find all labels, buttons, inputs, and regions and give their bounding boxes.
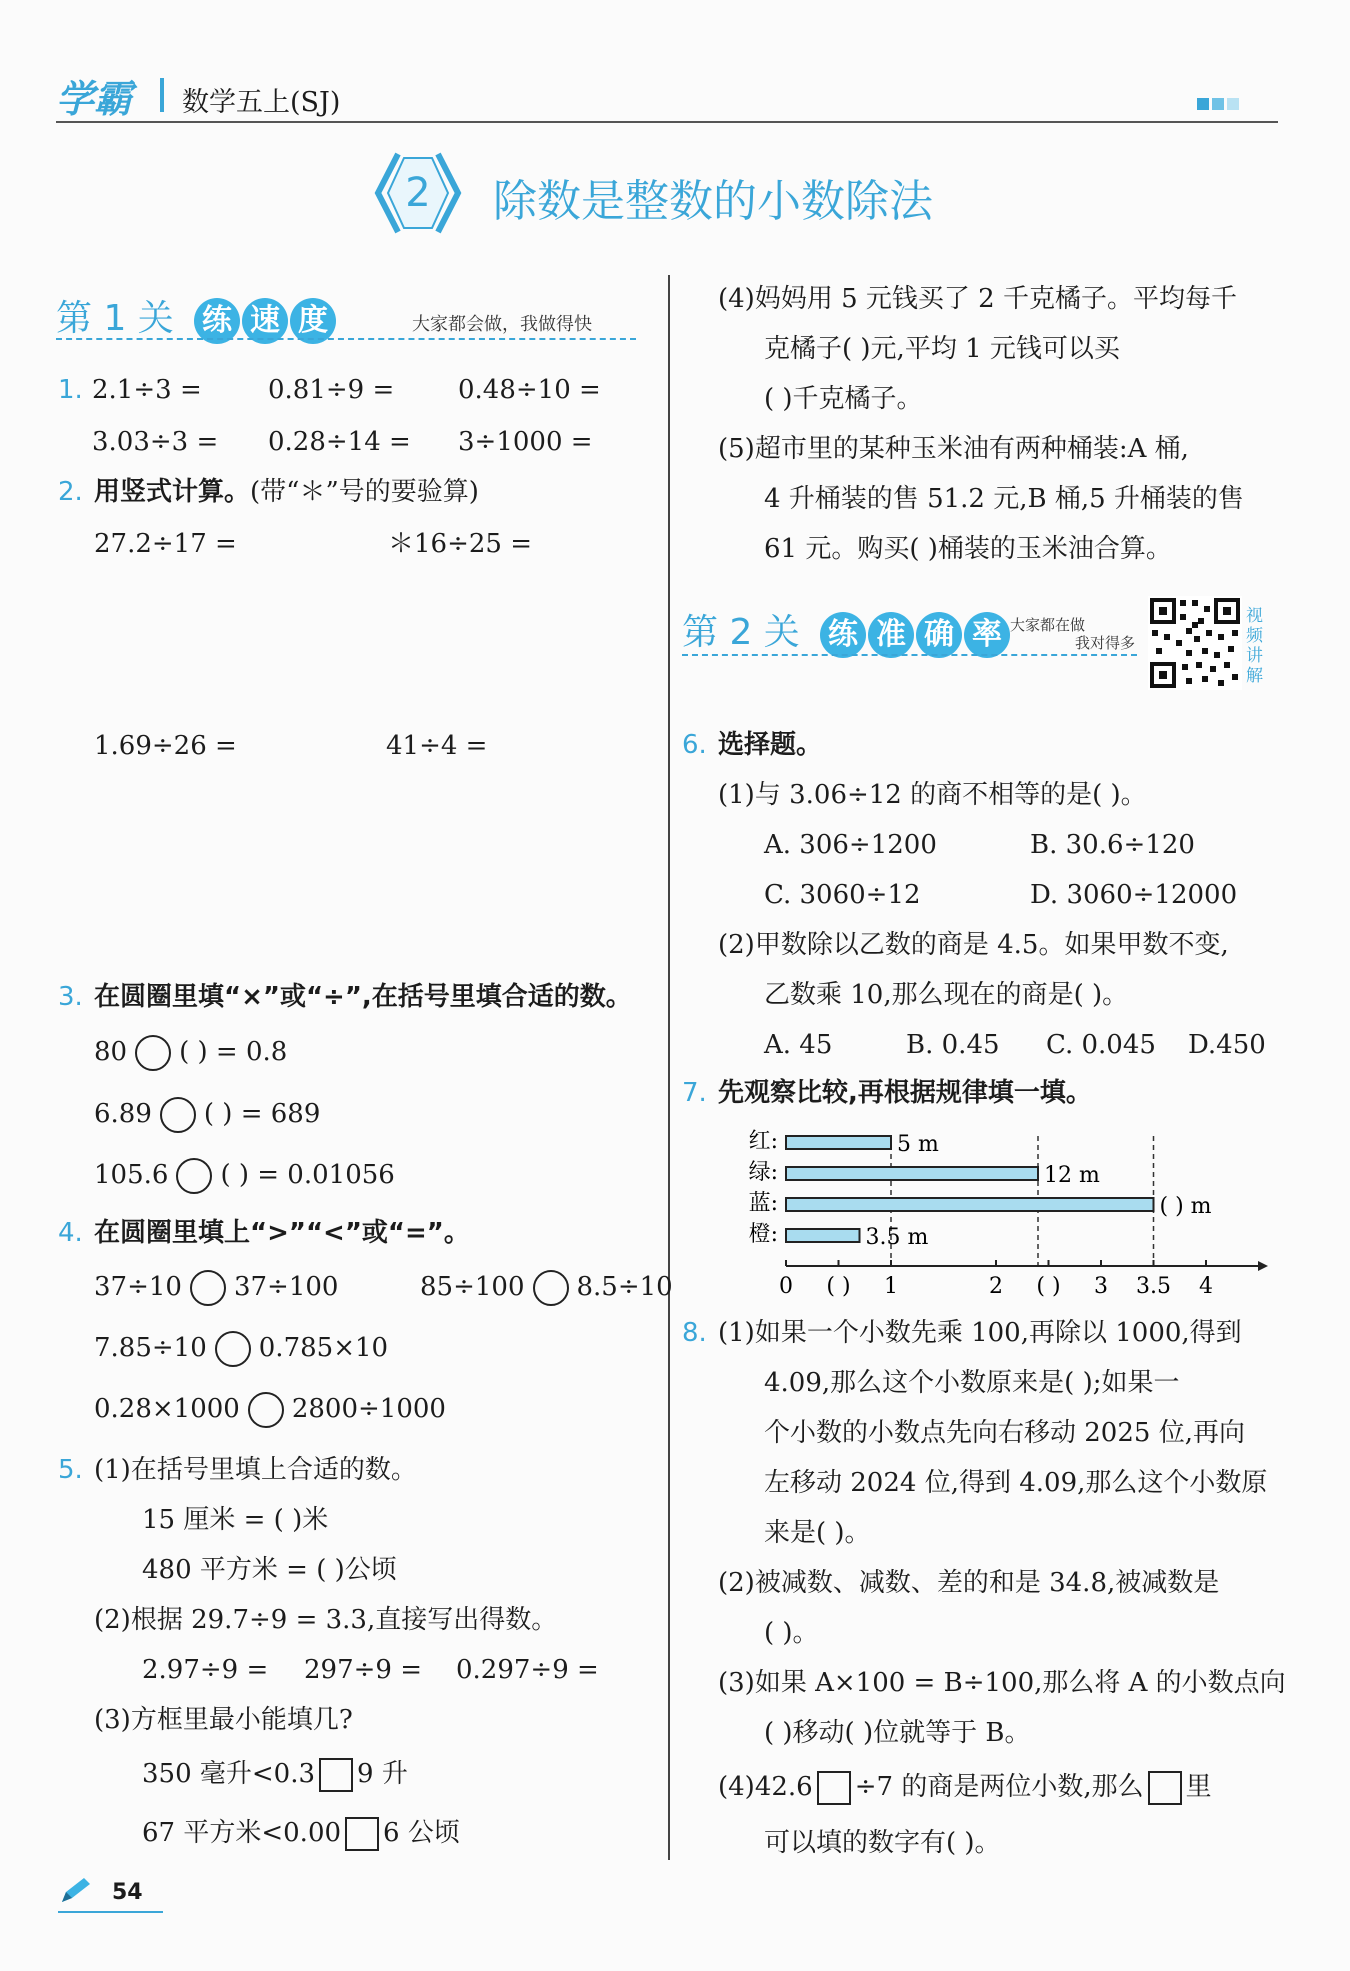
- q5-p4-line2: 克橘子( )元,平均 1 元钱可以买: [764, 334, 1120, 364]
- category-label: 蓝:: [748, 1191, 778, 1216]
- compare-circle[interactable]: [215, 1331, 251, 1367]
- bar-value-label: 3.5 m: [865, 1225, 929, 1250]
- q6-p2-opt-a[interactable]: A. 45: [764, 1030, 833, 1060]
- q5-p2-item1: 2.97÷9 =: [142, 1655, 269, 1685]
- q8-p4-line1: (4)42.6 ÷7 的商是两位小数,那么 里: [718, 1770, 1212, 1805]
- q8-p3-line2: ( )移动( )位就等于 B。: [764, 1718, 1031, 1748]
- q8-p2-line1: (2)被减数、减数、差的和是 34.8,被减数是: [718, 1568, 1220, 1598]
- q6-p2-opt-b[interactable]: B. 0.45: [906, 1030, 1000, 1060]
- q4-item4: 0.28×1000 2800÷1000: [94, 1392, 446, 1428]
- x-tick-label: 2: [989, 1274, 1003, 1299]
- level2-underline: [682, 654, 1137, 656]
- footer-rule: [58, 1911, 163, 1913]
- q6-p2-line2: 乙数乘 10,那么现在的商是( )。: [764, 980, 1129, 1010]
- x-tick-label: 4: [1199, 1274, 1213, 1299]
- digit-box[interactable]: [817, 1771, 851, 1805]
- q2-item2: ＊16÷25 =: [388, 529, 533, 559]
- q8-p1-line1: (1)如果一个小数先乘 100,再除以 1000,得到: [718, 1318, 1242, 1348]
- q4-title: 在圆圈里填上“>”“<”或“=”。: [94, 1218, 470, 1248]
- level1-underline: [56, 338, 636, 340]
- q5-p5-line3: 61 元。购买( )桶装的玉米油合算。: [764, 534, 1172, 564]
- level1-slogan: 大家都会做，我做得快: [412, 314, 592, 335]
- level1-label: 第 1 关: [56, 298, 174, 339]
- pencil-icon: [58, 1876, 92, 1906]
- operator-circle[interactable]: [160, 1097, 196, 1133]
- book-title: 数学五上(SJ): [182, 87, 341, 118]
- video-label: 视 频 讲 解: [1246, 606, 1263, 686]
- qr-code-icon[interactable]: [1148, 596, 1242, 690]
- chapter-number: 2: [405, 170, 431, 216]
- q6-p1: (1)与 3.06÷12 的商不相等的是( )。: [718, 780, 1147, 810]
- q4-number: 4.: [58, 1218, 83, 1248]
- q2-number: 2.: [58, 477, 83, 507]
- level2-slogan-1: 大家都在做: [1010, 616, 1086, 634]
- level1-char-2: 速: [242, 298, 288, 344]
- q6-title: 选择题。: [718, 730, 823, 760]
- header-divider-bar: [160, 78, 164, 112]
- q6-p2-opt-c[interactable]: C. 0.045: [1046, 1030, 1156, 1060]
- q5-p2-item3: 0.297÷9 =: [456, 1655, 599, 1685]
- x-tick-label: 3: [1094, 1274, 1108, 1299]
- q5-p1: (1)在括号里填上合适的数。: [94, 1455, 417, 1485]
- q5-p4-line1: (4)妈妈用 5 元钱买了 2 千克橘子。平均每千: [718, 284, 1237, 314]
- q1-r2c2: 0.28÷14 =: [268, 427, 411, 457]
- q4-item2: 85÷100 8.5÷10: [420, 1270, 673, 1306]
- compare-circle[interactable]: [533, 1270, 569, 1306]
- digit-box[interactable]: [1148, 1771, 1182, 1805]
- q5-p2: (2)根据 29.7÷9 = 3.3,直接写出得数。: [94, 1605, 558, 1635]
- q1-r1c2: 0.81÷9 =: [268, 375, 395, 405]
- operator-circle[interactable]: [135, 1035, 171, 1071]
- q1-number: 1.: [58, 375, 83, 405]
- q5-p2-item2: 297÷9 =: [304, 1655, 423, 1685]
- header-rule: [56, 121, 1278, 123]
- bar-value-label: ( ) m: [1159, 1194, 1212, 1219]
- q1-r2c3: 3÷1000 =: [458, 427, 593, 457]
- header-dots: [1197, 95, 1239, 114]
- q8-p2-line2: ( )。: [764, 1618, 819, 1648]
- axis-arrow: [1258, 1261, 1268, 1271]
- q6-p1-opt-d[interactable]: D. 3060÷12000: [1030, 880, 1238, 910]
- x-tick-label: ( ): [826, 1274, 851, 1299]
- category-label: 红:: [748, 1129, 778, 1154]
- x-tick-label: ( ): [1036, 1274, 1061, 1299]
- q2-item4: 41÷4 =: [386, 731, 488, 761]
- q6-p1-opt-b[interactable]: B. 30.6÷120: [1030, 830, 1195, 860]
- q5-p1a: 15 厘米 = ( )米: [142, 1505, 329, 1535]
- q4-item3: 7.85÷10 0.785×10: [94, 1331, 388, 1367]
- q3-title: 在圆圈里填“×”或“÷”,在括号里填合适的数。: [94, 982, 632, 1012]
- bar: [786, 1229, 860, 1242]
- bar-chart: [720, 1120, 1280, 1305]
- bar-value-label: 5 m: [897, 1132, 939, 1157]
- digit-box[interactable]: [345, 1817, 379, 1851]
- level2-char-4: 率: [964, 612, 1010, 658]
- category-label: 绿:: [748, 1160, 778, 1185]
- q5-p4-line3: ( )千克橘子。: [764, 384, 923, 414]
- level2-label: 第 2 关: [682, 612, 800, 653]
- q3-item2: 6.89 ( ) = 689: [94, 1097, 320, 1133]
- level1-char-1: 练: [194, 298, 240, 344]
- q1-r1c1: 2.1÷3 =: [92, 375, 202, 405]
- q5-number: 5.: [58, 1455, 83, 1485]
- q2-title: 用竖式计算。(带“＊”号的要验算): [94, 477, 479, 507]
- level2-header: [682, 604, 1012, 658]
- category-label: 橙:: [748, 1222, 778, 1247]
- operator-circle[interactable]: [176, 1158, 212, 1194]
- bar: [786, 1167, 1038, 1180]
- q5-p1b: 480 平方米 = ( )公顷: [142, 1555, 397, 1585]
- level2-char-3: 确: [916, 612, 962, 658]
- q8-p4-line2: 可以填的数字有( )。: [764, 1828, 1001, 1858]
- q5-p3a: 350 毫升<0.3 9 升: [142, 1757, 408, 1792]
- x-tick-label: 0: [779, 1274, 793, 1299]
- q8-number: 8.: [682, 1318, 707, 1348]
- bar: [786, 1136, 891, 1149]
- digit-box[interactable]: [319, 1758, 353, 1792]
- q5-p5-line2: 4 升桶装的售 51.2 元,B 桶,5 升桶装的售: [764, 484, 1244, 514]
- chapter-title: 除数是整数的小数除法: [493, 176, 933, 227]
- q6-p2-opt-d[interactable]: D.450: [1188, 1030, 1266, 1060]
- q3-item3: 105.6 ( ) = 0.01056: [94, 1158, 395, 1194]
- level2-char-2: 准: [868, 612, 914, 658]
- compare-circle[interactable]: [248, 1392, 284, 1428]
- x-tick-label: 1: [884, 1274, 898, 1299]
- level1-char-3: 度: [290, 298, 336, 344]
- x-tick-label: 3.5: [1136, 1274, 1171, 1299]
- compare-circle[interactable]: [190, 1270, 226, 1306]
- q8-p1-line4: 左移动 2024 位,得到 4.09,那么这个小数原: [764, 1468, 1268, 1498]
- q8-p1-line5: 来是( )。: [764, 1518, 871, 1548]
- q3-number: 3.: [58, 982, 83, 1012]
- q2-item3: 1.69÷26 =: [94, 731, 237, 761]
- q7-title: 先观察比较,再根据规律填一填。: [718, 1078, 1092, 1108]
- bar: [786, 1198, 1154, 1211]
- q6-p2-line1: (2)甲数除以乙数的商是 4.5。如果甲数不变,: [718, 930, 1229, 960]
- q1-r2c1: 3.03÷3 =: [92, 427, 219, 457]
- level2-char-1: 练: [820, 612, 866, 658]
- logo: 学霸: [56, 77, 133, 121]
- page-number: 54: [112, 1880, 143, 1905]
- q8-p1-line3: 个小数的小数点先向右移动 2025 位,再向: [764, 1418, 1245, 1448]
- q3-item1: 80 ( ) = 0.8: [94, 1035, 287, 1071]
- q8-p1-line2: 4.09,那么这个小数原来是( );如果一: [764, 1368, 1180, 1398]
- q5-p3b: 67 平方米<0.00 6 公顷: [142, 1816, 460, 1851]
- level2-slogan-2: 我对得多: [1075, 634, 1136, 652]
- q6-p1-opt-c[interactable]: C. 3060÷12: [764, 880, 921, 910]
- column-divider: [668, 275, 670, 1860]
- bar-value-label: 12 m: [1044, 1163, 1100, 1188]
- q2-item1: 27.2÷17 =: [94, 529, 237, 559]
- q5-p5-line1: (5)超市里的某种玉米油有两种桶装:A 桶,: [718, 434, 1189, 464]
- q5-p3: (3)方框里最小能填几?: [94, 1705, 353, 1735]
- level1-header: [56, 290, 338, 344]
- q7-number: 7.: [682, 1078, 707, 1108]
- q6-p1-opt-a[interactable]: A. 306÷1200: [764, 830, 937, 860]
- q6-number: 6.: [682, 730, 707, 760]
- q4-item1: 37÷10 37÷100: [94, 1270, 338, 1306]
- q1-r1c3: 0.48÷10 =: [458, 375, 601, 405]
- q8-p3-line1: (3)如果 A×100 = B÷100,那么将 A 的小数点向: [718, 1668, 1286, 1698]
